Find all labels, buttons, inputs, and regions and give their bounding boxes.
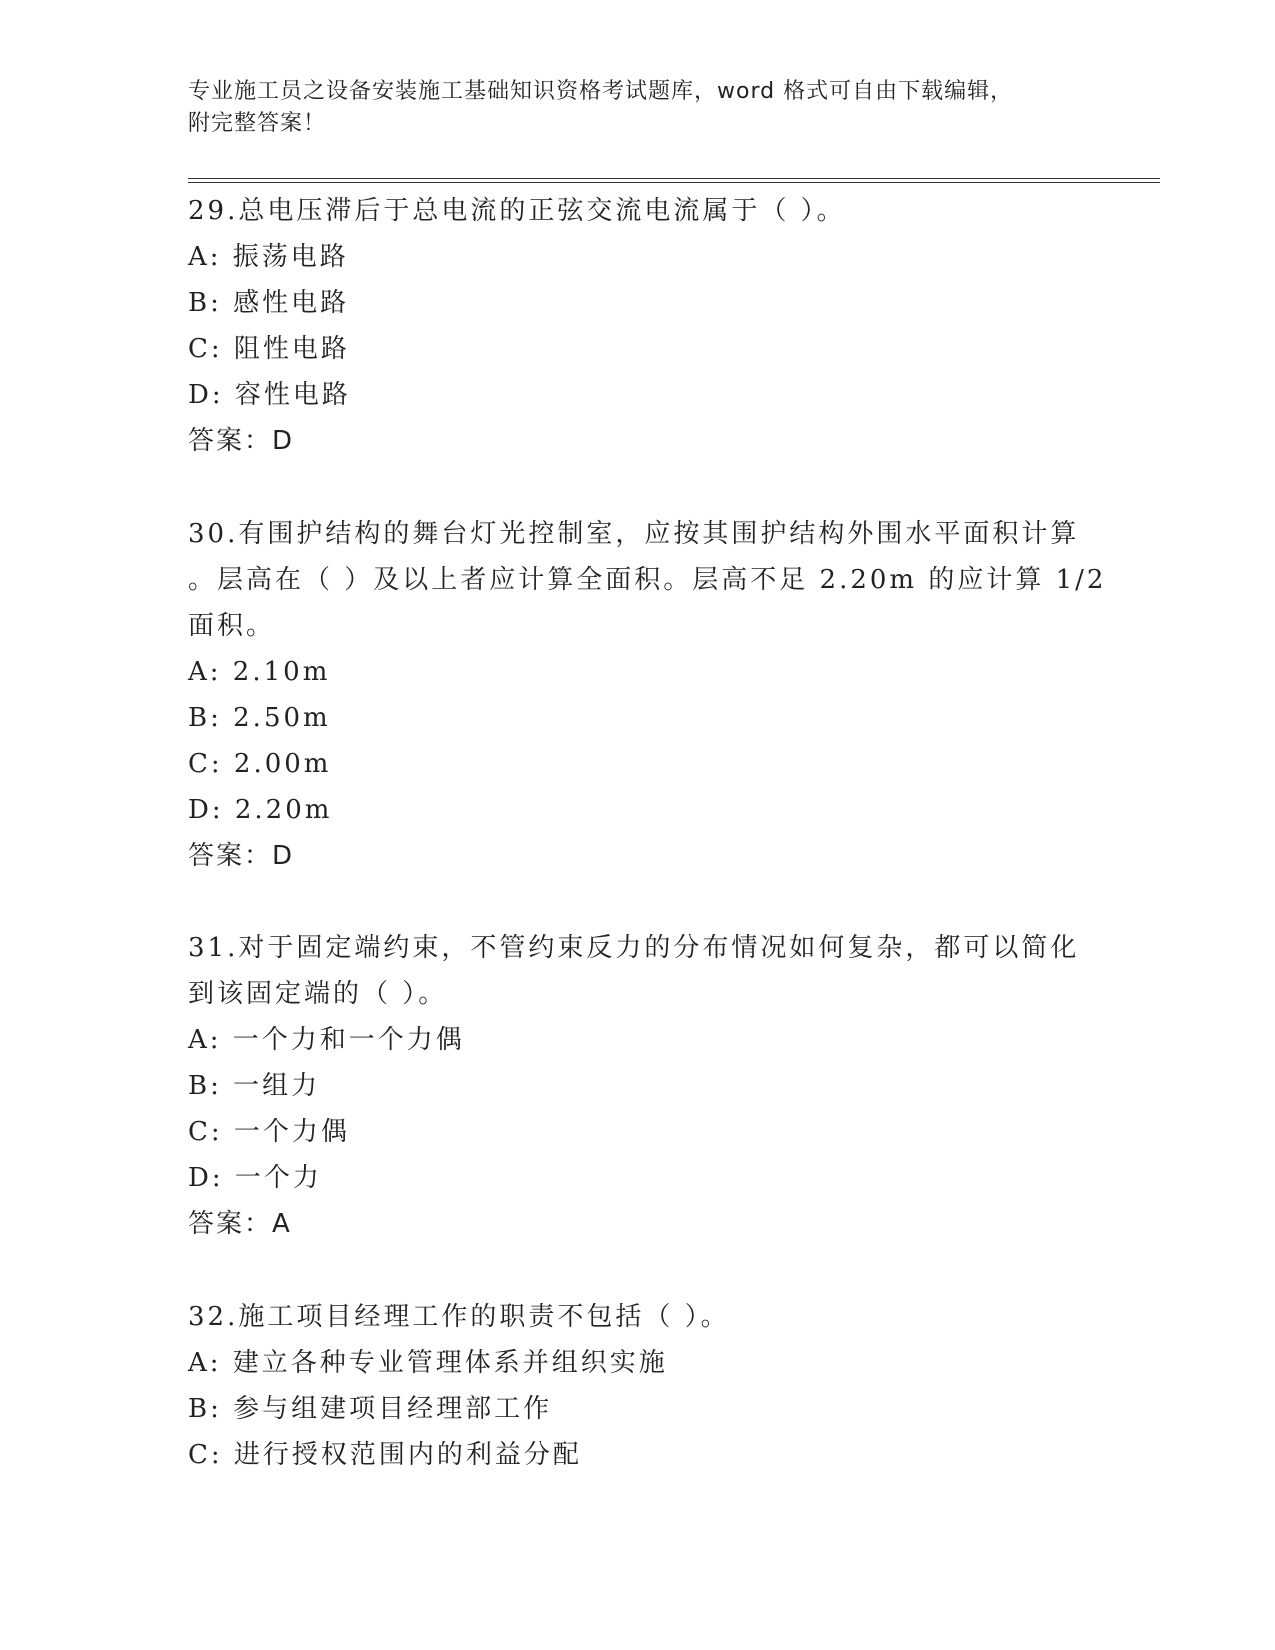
question-30 xyxy=(188,511,1107,879)
answer: 答案：A xyxy=(188,1209,292,1239)
question-29 xyxy=(188,188,1088,464)
option-a: A: 一个力和一个力偶 xyxy=(188,1025,465,1055)
option-b: B: 参与组建项目经理部工作 xyxy=(188,1394,553,1424)
question-32 xyxy=(188,1294,1088,1478)
question-text-line-1: 31.对于固定端约束，不管约束反力的分布情况如何复杂，都可以简化 xyxy=(188,933,1080,963)
option-a: A: 建立各种专业管理体系并组织实施 xyxy=(188,1348,668,1378)
question-text-line-2: 。层高在（ ）及以上者应计算全面积。层高不足 2.20m 的应计算 1/2 xyxy=(188,565,1107,595)
answer: 答案：D xyxy=(188,426,295,456)
question-text-line-3: 面积。 xyxy=(188,611,276,641)
question-31 xyxy=(188,925,1088,1247)
option-c: C: 一个力偶 xyxy=(188,1117,350,1147)
document-header xyxy=(188,76,1088,140)
option-d: D: 一个力 xyxy=(188,1163,322,1193)
option-c: C: 2.00m xyxy=(188,749,332,779)
question-text: 29.总电压滞后于总电流的正弦交流电流属于（ ）。 xyxy=(188,196,846,226)
option-b: B: 感性电路 xyxy=(188,288,350,318)
header-line-2: 附完整答案！ xyxy=(188,111,327,136)
option-c: C: 阻性电路 xyxy=(188,334,350,364)
option-a: A: 2.10m xyxy=(188,657,331,687)
option-b: B: 一组力 xyxy=(188,1071,321,1101)
header-line-1: 专业施工员之设备安装施工基础知识资格考试题库，word 格式可自由下载编辑， xyxy=(188,79,1014,104)
header-divider-bottom xyxy=(188,182,1160,183)
question-text-line-1: 30.有围护结构的舞台灯光控制室，应按其围护结构外围水平面积计算 xyxy=(188,519,1080,549)
answer: 答案：D xyxy=(188,841,295,871)
option-d: D: 容性电路 xyxy=(188,380,351,410)
header-divider-top xyxy=(188,178,1160,179)
option-d: D: 2.20m xyxy=(188,795,333,825)
option-a: A: 振荡电路 xyxy=(188,242,349,272)
question-text: 32.施工项目经理工作的职责不包括（ ）。 xyxy=(188,1302,730,1332)
option-b: B: 2.50m xyxy=(188,703,331,733)
option-c: C: 进行授权范围内的利益分配 xyxy=(188,1440,582,1470)
question-text-line-2: 到该固定端的（ ）。 xyxy=(188,979,448,1009)
